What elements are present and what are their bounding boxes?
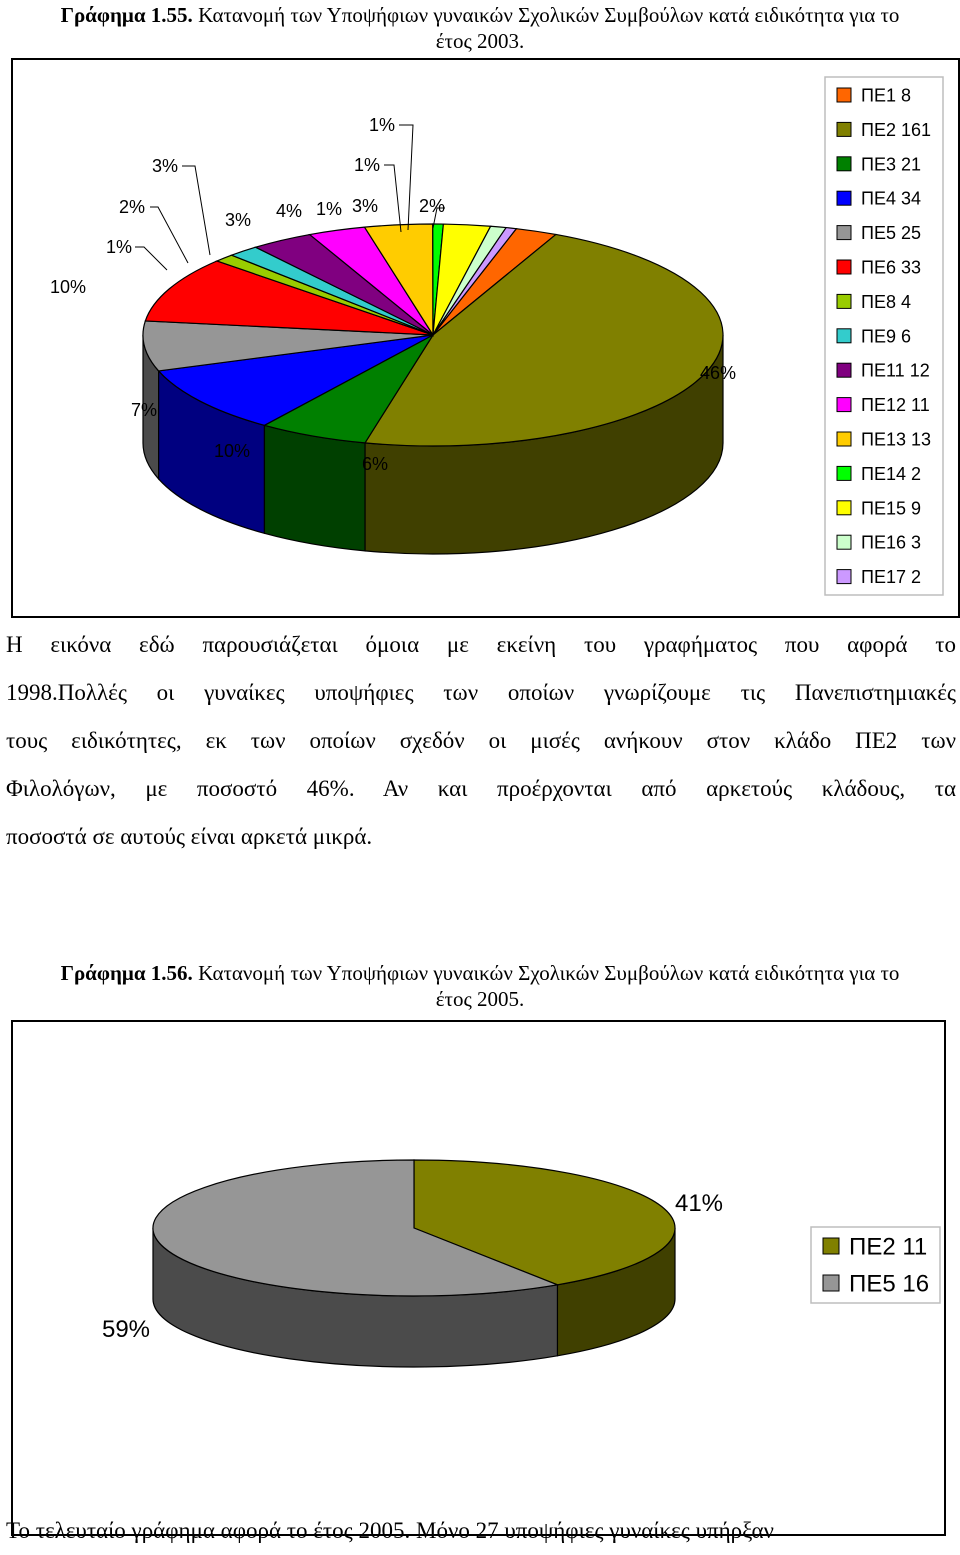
chart2-caption-prefix: Γράφημα 1.56.: [60, 961, 193, 985]
legend-label-πε8: ΠΕ8 4: [861, 291, 912, 312]
pct-label-πε4: 10%: [213, 441, 251, 461]
legend: [825, 77, 943, 595]
pct-label-πε13: 4%: [275, 201, 303, 221]
chart2-caption: [0, 960, 960, 1012]
legend-label-πε17: ΠΕ17 2: [861, 567, 922, 588]
chart2-svg: [13, 1022, 944, 1534]
chart2-caption-line2: έτος 2005.: [435, 987, 525, 1011]
pct-label-πε14: 1%: [315, 199, 343, 219]
pct-label-πε11: 3%: [151, 156, 179, 176]
pct-label-πε1: 2%: [418, 196, 446, 216]
leader-line-πε17: [399, 125, 413, 230]
legend-swatch-πε12: [837, 398, 851, 412]
legend-label-πε16: ΠΕ16 3: [861, 532, 922, 553]
legend-swatch-πε16: [837, 535, 851, 549]
leader-line-πε11: [182, 166, 210, 255]
leader-line-πε9: [150, 207, 188, 263]
pct-label-πε8: 1%: [105, 237, 133, 257]
chart2-frame: [11, 1020, 946, 1536]
paragraph-1-line-4: Φιλολόγων, με ποσοστό 46%. Αν και προέρχονται από αρκετούς κλάδους, τα: [6, 776, 956, 801]
legend-label-πε14: ΠΕ14 2: [861, 463, 922, 484]
pct-label-πε9: 2%: [118, 197, 146, 217]
pie-tops: [153, 1160, 675, 1296]
pie-tops: [143, 224, 723, 446]
pct-label-πε6: 10%: [49, 277, 87, 297]
legend-swatch-πε2: [837, 122, 851, 136]
legend: [811, 1227, 940, 1303]
paragraph-2-line-1: Το τελευταίο γράφημα αφορά το έτος 2005. Μόνο 27 υποψήφιες γυναίκες υπήρξαν: [6, 1518, 774, 1543]
legend-label-πε13: ΠΕ13 13: [861, 429, 932, 450]
legend-swatch-πε3: [837, 157, 851, 171]
legend-swatch-πε4: [837, 191, 851, 205]
legend-swatch-πε9: [837, 329, 851, 343]
paragraph-1-line-1: Η εικόνα εδώ παρουσιάζεται όμοια με εκείνη του γραφήματος που αφορά το: [6, 632, 956, 657]
chart1-caption-prefix: Γράφημα 1.55.: [60, 3, 193, 27]
paragraph-1-line-5: ποσοστά σε αυτούς είναι αρκετά μικρά.: [6, 824, 373, 849]
pct-label-πε12: 3%: [224, 210, 252, 230]
legend-label-πε5: ΠΕ5 25: [861, 223, 922, 244]
legend-swatch-πε2: [823, 1238, 839, 1254]
pie-side-πε3: [264, 425, 365, 551]
leader-line-πε8: [135, 247, 167, 270]
pct-label-πε16: 1%: [353, 155, 381, 175]
chart1-caption-text: Κατανομή των Υποψήφιων γυναικών Σχολικών Συμβούλων κατά ειδικότητα για το: [192, 3, 900, 27]
paragraph-1-line-2: 1998.Πολλές οι γυναίκες υποψήφιες των οποίων γνωρίζουμε τις Πανεπιστημιακές: [6, 680, 956, 705]
paragraph-1-line-3: τους ειδικότητες, εκ των οποίων σχεδόν οι μισές ανήκουν στον κλάδο ΠΕ2 των: [6, 728, 956, 753]
chart1-frame: [11, 58, 960, 618]
chart1-svg: [13, 60, 958, 616]
legend-swatch-πε11: [837, 363, 851, 377]
legend-label-πε4: ΠΕ4 34: [861, 188, 922, 209]
pct-label-πε5: 7%: [130, 400, 158, 420]
legend-swatch-πε6: [837, 260, 851, 274]
legend-swatch-πε5: [823, 1275, 839, 1291]
legend-swatch-πε13: [837, 432, 851, 446]
legend-swatch-πε5: [837, 226, 851, 240]
legend-label-πε9: ΠΕ9 6: [861, 326, 912, 347]
legend-swatch-πε8: [837, 294, 851, 308]
legend-label-πε12: ΠΕ12 11: [861, 395, 930, 416]
pct-label-πε3: 6%: [361, 454, 389, 474]
legend-swatch-πε1: [837, 88, 851, 102]
legend-label-πε2: ΠΕ2 11: [849, 1233, 928, 1261]
pct-label-πε17: 1%: [368, 115, 396, 135]
legend-label-πε15: ΠΕ15 9: [861, 498, 922, 519]
legend-label-πε2: ΠΕ2 161: [861, 119, 932, 140]
leader-line-πε16: [384, 165, 401, 232]
chart2-caption-text: Κατανομή των Υποψήφιων γυναικών Σχολικών Συμβούλων κατά ειδικότητα για το: [192, 961, 900, 985]
legend-swatch-πε14: [837, 466, 851, 480]
paragraph-1: [6, 621, 956, 861]
pct-label-πε5: 59%: [101, 1316, 151, 1343]
legend-label-πε6: ΠΕ6 33: [861, 257, 922, 278]
chart1-caption: [0, 2, 960, 54]
chart1-caption-line2: έτος 2003.: [435, 29, 525, 53]
pct-label-πε2: 41%: [674, 1190, 724, 1217]
paragraph-2: [6, 1507, 956, 1555]
legend-swatch-πε15: [837, 501, 851, 515]
legend-label-πε3: ΠΕ3 21: [861, 154, 922, 175]
pct-label-πε15: 3%: [351, 196, 379, 216]
legend-swatch-πε17: [837, 570, 851, 584]
legend-label-πε5: ΠΕ5 16: [849, 1270, 930, 1298]
legend-label-πε11: ΠΕ11 12: [861, 360, 930, 381]
pct-label-πε2: 46%: [699, 363, 737, 383]
legend-label-πε1: ΠΕ1 8: [861, 85, 912, 106]
